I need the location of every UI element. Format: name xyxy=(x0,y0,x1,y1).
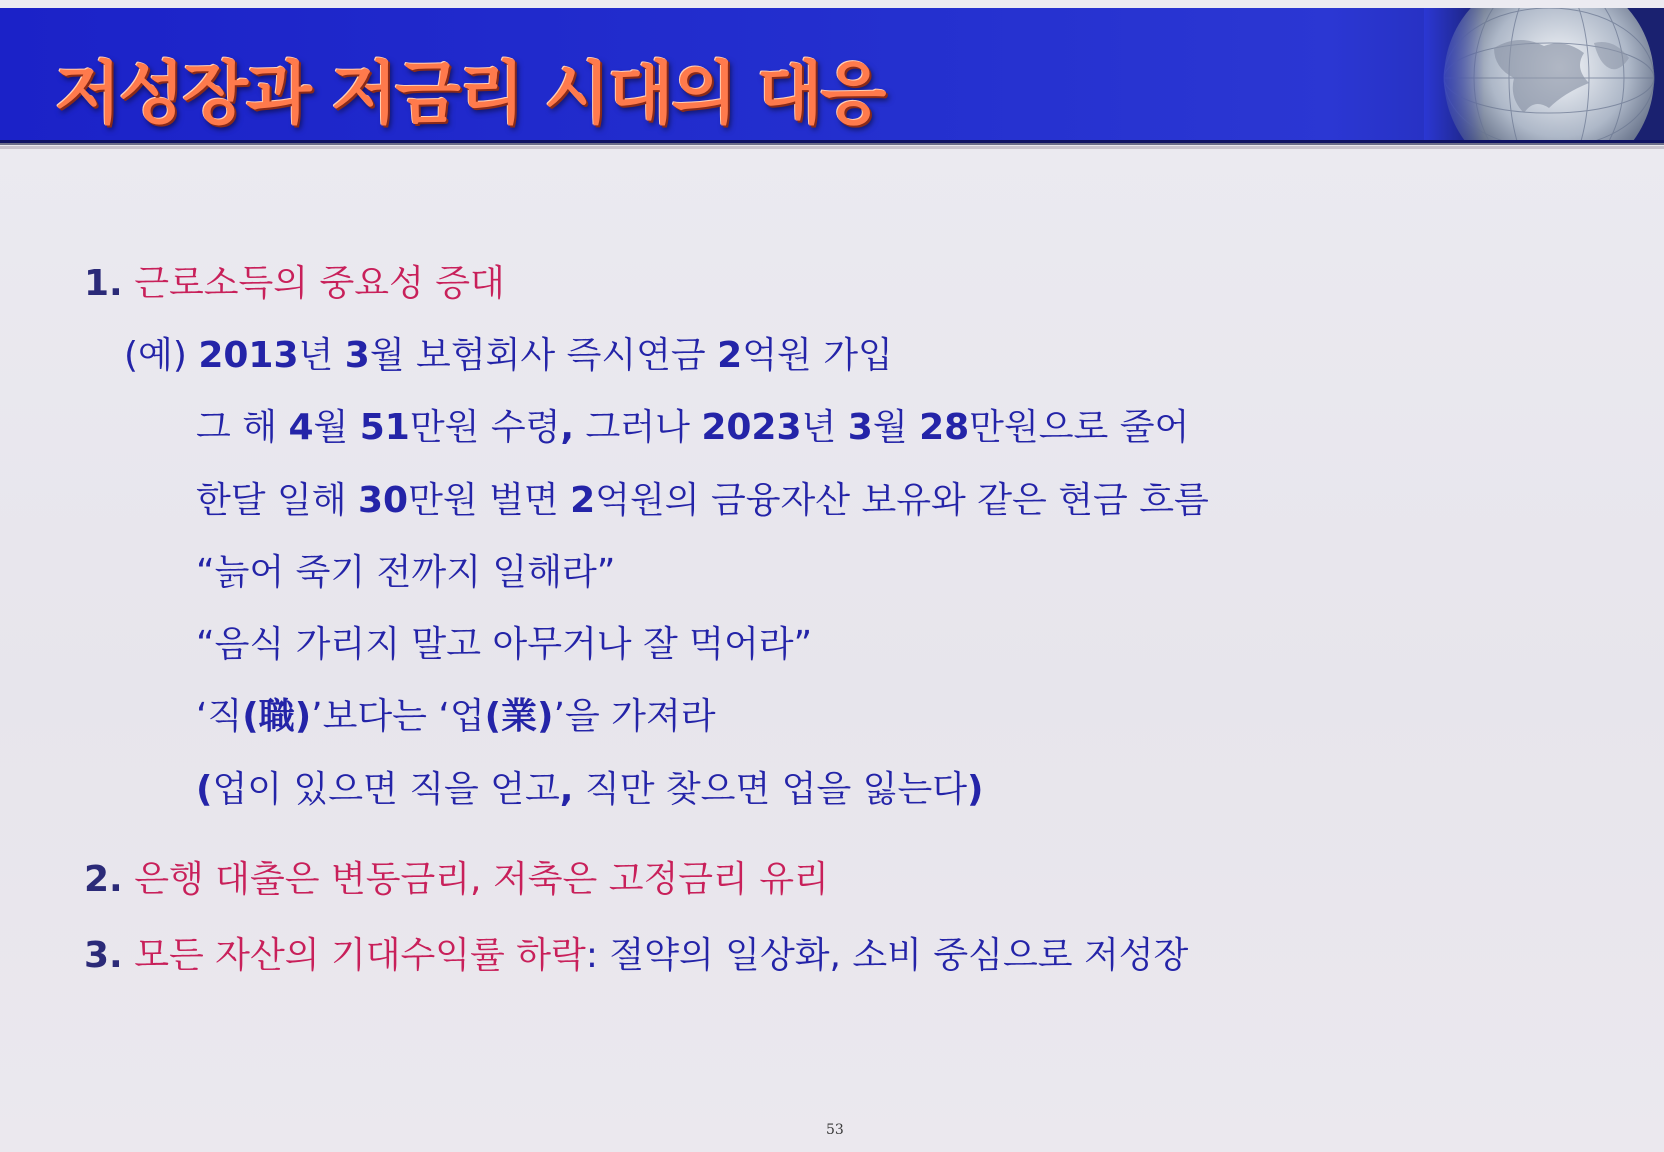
item-heading: 모든 자산의 기대수익률 하락 xyxy=(134,935,586,976)
item-detail: : 절약의 일상화, 소비 중심으로 저성장 xyxy=(585,935,1189,976)
text-span: 2013 xyxy=(198,335,299,376)
text-span: 30 xyxy=(358,480,409,521)
text-span: 4 xyxy=(288,407,314,448)
text-span: 만원 수령 xyxy=(409,407,561,448)
list-item-1 xyxy=(84,262,505,306)
example-line-7 xyxy=(196,768,983,812)
item-number: 1. xyxy=(84,263,123,304)
example-lead: (예) xyxy=(124,335,187,376)
text-span: ) xyxy=(967,769,984,810)
list-item-3 xyxy=(84,934,1188,978)
text-span: ‘직 xyxy=(196,696,243,737)
example-line-2 xyxy=(196,406,1189,450)
text-span: 2023 xyxy=(701,407,802,448)
text-span: 업이 있으면 직을 얻고 xyxy=(212,769,560,810)
page-number: 53 xyxy=(826,1122,844,1138)
text-span: ’보다는 ‘업 xyxy=(311,696,485,737)
text-span: 직만 찾으면 업을 잃는다 xyxy=(573,769,968,810)
text-span: 억원 가입 xyxy=(742,335,893,376)
text-span: 만원으로 줄어 xyxy=(969,407,1190,448)
item-heading: 은행 대출은 변동금리, 저축은 고정금리 유리 xyxy=(134,859,829,900)
globe-icon xyxy=(1424,8,1664,140)
text-span: (職) xyxy=(242,696,312,737)
text-span: ’을 가져라 xyxy=(553,696,716,737)
text-span: (業) xyxy=(484,696,554,737)
quote-2: “음식 가리지 말고 아무거나 잘 먹어라” xyxy=(196,624,813,665)
list-item-2 xyxy=(84,858,829,902)
quote-1: “늙어 죽기 전까지 일해라” xyxy=(196,552,616,593)
text-span: , xyxy=(559,769,574,810)
text-span: 2 xyxy=(717,335,743,376)
text-span: , xyxy=(560,407,575,448)
example-line-1 xyxy=(124,334,893,378)
text-span: 51 xyxy=(359,407,410,448)
example-line-3 xyxy=(196,479,1209,523)
text-span: 그러나 xyxy=(574,407,702,448)
text-span: 3 xyxy=(847,407,873,448)
text-span: 월 xyxy=(313,407,360,448)
text-span: ( xyxy=(196,769,213,810)
text-span: 만원 벌면 xyxy=(408,480,571,521)
header-divider xyxy=(0,146,1664,149)
item-number: 2. xyxy=(84,859,123,900)
slide-title: 저성장과 저금리 시대의 대응 xyxy=(55,55,885,134)
text-span: 억원의 금융자산 보유와 같은 현금 흐름 xyxy=(595,480,1209,521)
text-span: 그 해 xyxy=(196,407,289,448)
text-span: 년 xyxy=(298,335,345,376)
text-span: 2 xyxy=(570,480,596,521)
item-number: 3. xyxy=(84,935,123,976)
text-span: 월 xyxy=(872,407,920,448)
item-heading: 근로소득의 중요성 증대 xyxy=(134,263,505,304)
text-span: 월 보험회사 즉시연금 xyxy=(369,335,718,376)
text-span: 한달 일해 xyxy=(196,480,358,521)
example-line-6 xyxy=(196,695,716,739)
text-span: 3 xyxy=(344,335,370,376)
text-span: 28 xyxy=(919,407,970,448)
text-span: 년 xyxy=(801,407,848,448)
header-bar xyxy=(0,8,1664,143)
